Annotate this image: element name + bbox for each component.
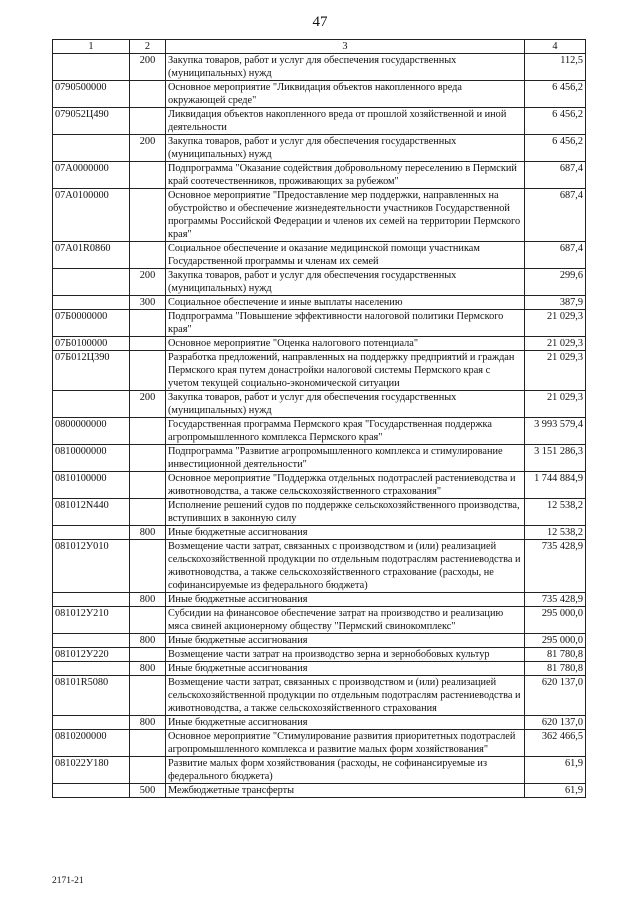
amount: 687,4: [525, 162, 586, 189]
item-description: Социальное обеспечение и оказание медицинской помощи участникам Государственной программы и членам их семей: [166, 242, 525, 269]
item-description: Закупка товаров, работ и услуг для обеспечения государственных (муниципальных) нужд: [166, 135, 525, 162]
amount: 620 137,0: [525, 716, 586, 730]
expense-type-code: [130, 81, 166, 108]
amount: 299,6: [525, 269, 586, 296]
table-row: [53, 310, 586, 337]
table-row: [53, 445, 586, 472]
column-number-row: [53, 40, 586, 54]
amount: 81 780,8: [525, 662, 586, 676]
expense-type-code: [130, 189, 166, 242]
expense-type-code: [130, 676, 166, 716]
expense-type-code: 200: [130, 391, 166, 418]
table-row: [53, 242, 586, 269]
budget-code: 0810200000: [53, 730, 130, 757]
amount: 21 029,3: [525, 351, 586, 391]
item-description: Подпрограмма "Развитие агропромышленного комплекса и стимулирование инвестиционной деятельности": [166, 445, 525, 472]
column-header-4: 4: [525, 40, 586, 54]
table-row: [53, 337, 586, 351]
item-description: Возмещение части затрат, связанных с производством и (или) реализацией сельскохозяйственной продукции по отдельным подотраслям растениеводства и животноводства, а также сельскохозяйственного страхования: [166, 676, 525, 716]
expense-type-code: [130, 445, 166, 472]
amount: 12 538,2: [525, 526, 586, 540]
budget-code: [53, 716, 130, 730]
item-description: Развитие малых форм хозяйствования (расходы, не софинансируемые из федерального бюджета): [166, 757, 525, 784]
amount: 61,9: [525, 757, 586, 784]
budget-code: 081022У180: [53, 757, 130, 784]
table-row: [53, 526, 586, 540]
expense-type-code: [130, 337, 166, 351]
expense-type-code: 200: [130, 135, 166, 162]
expense-type-code: [130, 162, 166, 189]
budget-code: 081012У210: [53, 607, 130, 634]
amount: 3 151 286,3: [525, 445, 586, 472]
expense-type-code: 800: [130, 593, 166, 607]
table-row: [53, 676, 586, 716]
item-description: Основное мероприятие "Поддержка отдельных подотраслей растениеводства и животноводства, а также сельскохозяйственного страхования": [166, 472, 525, 499]
budget-code: 081012У010: [53, 540, 130, 593]
item-description: Межбюджетные трансферты: [166, 784, 525, 798]
amount: 1 744 884,9: [525, 472, 586, 499]
table-row: [53, 54, 586, 81]
item-description: Подпрограмма "Повышение эффективности налоговой политики Пермского края": [166, 310, 525, 337]
item-description: Возмещение части затрат на производство зерна и зернобобовых культур: [166, 648, 525, 662]
item-description: Исполнение решений судов по поддержке сельскохозяйственного производства, вступивших в законную силу: [166, 499, 525, 526]
amount: 687,4: [525, 242, 586, 269]
expense-type-code: [130, 499, 166, 526]
item-description: Государственная программа Пермского края "Государственная поддержка агропромышленного комплекса Пермского края": [166, 418, 525, 445]
column-header-1: 1: [53, 40, 130, 54]
expense-type-code: [130, 310, 166, 337]
item-description: Основное мероприятие "Предоставление мер поддержки, направленных на обустройство и обеспечение жизнедеятельности участников Государственной программы Российской Федерации и членов их семей на территории Пермского края": [166, 189, 525, 242]
item-description: Разработка предложений, направленных на поддержку предприятий и граждан Пермского края путем донастройки налоговой системы Пермского края с учетом текущей социально-экономической ситуации: [166, 351, 525, 391]
table-row: [53, 662, 586, 676]
column-header-3: 3: [166, 40, 525, 54]
amount: 295 000,0: [525, 607, 586, 634]
table-row: [53, 391, 586, 418]
budget-code: [53, 135, 130, 162]
expense-type-code: 200: [130, 269, 166, 296]
expense-type-code: [130, 351, 166, 391]
budget-code: [53, 296, 130, 310]
document-id: 2171-21: [52, 876, 84, 886]
table-row: [53, 418, 586, 445]
item-description: Иные бюджетные ассигнования: [166, 662, 525, 676]
item-description: Ликвидация объектов накопленного вреда от прошлой хозяйственной и иной деятельности: [166, 108, 525, 135]
item-description: Основное мероприятие "Стимулирование развития приоритетных подотраслей агропромышленного комплекса и развитие малых форм хозяйствования": [166, 730, 525, 757]
expense-type-code: [130, 607, 166, 634]
expense-type-code: [130, 730, 166, 757]
budget-code: 07А0000000: [53, 162, 130, 189]
amount: 387,9: [525, 296, 586, 310]
item-description: Субсидии на финансовое обеспечение затрат на производство и реализацию мяса свиней акционерному обществу "Пермский свинокомплекс": [166, 607, 525, 634]
table-row: [53, 296, 586, 310]
table-row: [53, 81, 586, 108]
table-row: [53, 784, 586, 798]
item-description: Иные бюджетные ассигнования: [166, 593, 525, 607]
budget-code: 0800000000: [53, 418, 130, 445]
item-description: Основное мероприятие "Ликвидация объектов накопленного вреда окружающей среде": [166, 81, 525, 108]
expense-type-code: [130, 648, 166, 662]
budget-code: 079052Ц490: [53, 108, 130, 135]
amount: 61,9: [525, 784, 586, 798]
expense-type-code: [130, 540, 166, 593]
page-number: 47: [312, 14, 328, 30]
budget-code: [53, 634, 130, 648]
item-description: Иные бюджетные ассигнования: [166, 634, 525, 648]
table-row: [53, 757, 586, 784]
budget-code: 07А01R0860: [53, 242, 130, 269]
expense-type-code: [130, 242, 166, 269]
item-description: Закупка товаров, работ и услуг для обеспечения государственных (муниципальных) нужд: [166, 54, 525, 81]
table-row: [53, 730, 586, 757]
table-body: [53, 54, 586, 798]
expense-type-code: [130, 418, 166, 445]
budget-code: 081012N440: [53, 499, 130, 526]
budget-code: 081012У220: [53, 648, 130, 662]
amount: 21 029,3: [525, 310, 586, 337]
amount: 362 466,5: [525, 730, 586, 757]
expense-type-code: 800: [130, 716, 166, 730]
amount: 21 029,3: [525, 337, 586, 351]
expense-type-code: 200: [130, 54, 166, 81]
amount: 295 000,0: [525, 634, 586, 648]
amount: 81 780,8: [525, 648, 586, 662]
table-row: [53, 269, 586, 296]
table-row: [53, 351, 586, 391]
table-row: [53, 540, 586, 593]
amount: 620 137,0: [525, 676, 586, 716]
amount: 6 456,2: [525, 135, 586, 162]
item-description: Основное мероприятие "Оценка налогового потенциала": [166, 337, 525, 351]
budget-code: 07Б0100000: [53, 337, 130, 351]
item-description: Закупка товаров, работ и услуг для обеспечения государственных (муниципальных) нужд: [166, 391, 525, 418]
budget-code: [53, 784, 130, 798]
item-description: Социальное обеспечение и иные выплаты населению: [166, 296, 525, 310]
amount: 6 456,2: [525, 108, 586, 135]
expense-type-code: 800: [130, 634, 166, 648]
amount: 112,5: [525, 54, 586, 81]
budget-code: 0790500000: [53, 81, 130, 108]
table-row: [53, 607, 586, 634]
table-row: [53, 648, 586, 662]
table-row: [53, 162, 586, 189]
expense-type-code: 800: [130, 662, 166, 676]
item-description: Подпрограмма "Оказание содействия добровольному переселению в Пермский край соотечественников, проживающих за рубежом": [166, 162, 525, 189]
amount: 6 456,2: [525, 81, 586, 108]
budget-code: 07Б0000000: [53, 310, 130, 337]
budget-code: 07Б012Ц390: [53, 351, 130, 391]
budget-code: 0810100000: [53, 472, 130, 499]
budget-code: [53, 593, 130, 607]
amount: 21 029,3: [525, 391, 586, 418]
expense-type-code: 800: [130, 526, 166, 540]
column-header-2: 2: [130, 40, 166, 54]
expense-type-code: [130, 472, 166, 499]
item-description: Иные бюджетные ассигнования: [166, 716, 525, 730]
budget-code: [53, 662, 130, 676]
expense-type-code: [130, 757, 166, 784]
table-row: [53, 135, 586, 162]
item-description: Закупка товаров, работ и услуг для обеспечения государственных (муниципальных) нужд: [166, 269, 525, 296]
budget-code: [53, 391, 130, 418]
table-row: [53, 593, 586, 607]
expense-type-code: [130, 108, 166, 135]
budget-code: 08101R5080: [53, 676, 130, 716]
budget-code: [53, 526, 130, 540]
expense-type-code: 300: [130, 296, 166, 310]
table-row: [53, 108, 586, 135]
amount: 687,4: [525, 189, 586, 242]
item-description: Возмещение части затрат, связанных с производством и (или) реализацией сельскохозяйственной продукции по отдельным подотраслям растениеводства и животноводства, а также сельскохозяйственного страхование (расходы, не софинансируемые из федерального бюджета): [166, 540, 525, 593]
budget-code: 07А0100000: [53, 189, 130, 242]
item-description: Иные бюджетные ассигнования: [166, 526, 525, 540]
amount: 12 538,2: [525, 499, 586, 526]
table-row: [53, 189, 586, 242]
table-row: [53, 499, 586, 526]
expense-type-code: 500: [130, 784, 166, 798]
budget-table: [52, 39, 586, 798]
budget-code: [53, 54, 130, 81]
amount: 3 993 579,4: [525, 418, 586, 445]
budget-code: 0810000000: [53, 445, 130, 472]
table-row: [53, 716, 586, 730]
table-row: [53, 634, 586, 648]
budget-code: [53, 269, 130, 296]
amount: 735 428,9: [525, 540, 586, 593]
amount: 735 428,9: [525, 593, 586, 607]
table-row: [53, 472, 586, 499]
